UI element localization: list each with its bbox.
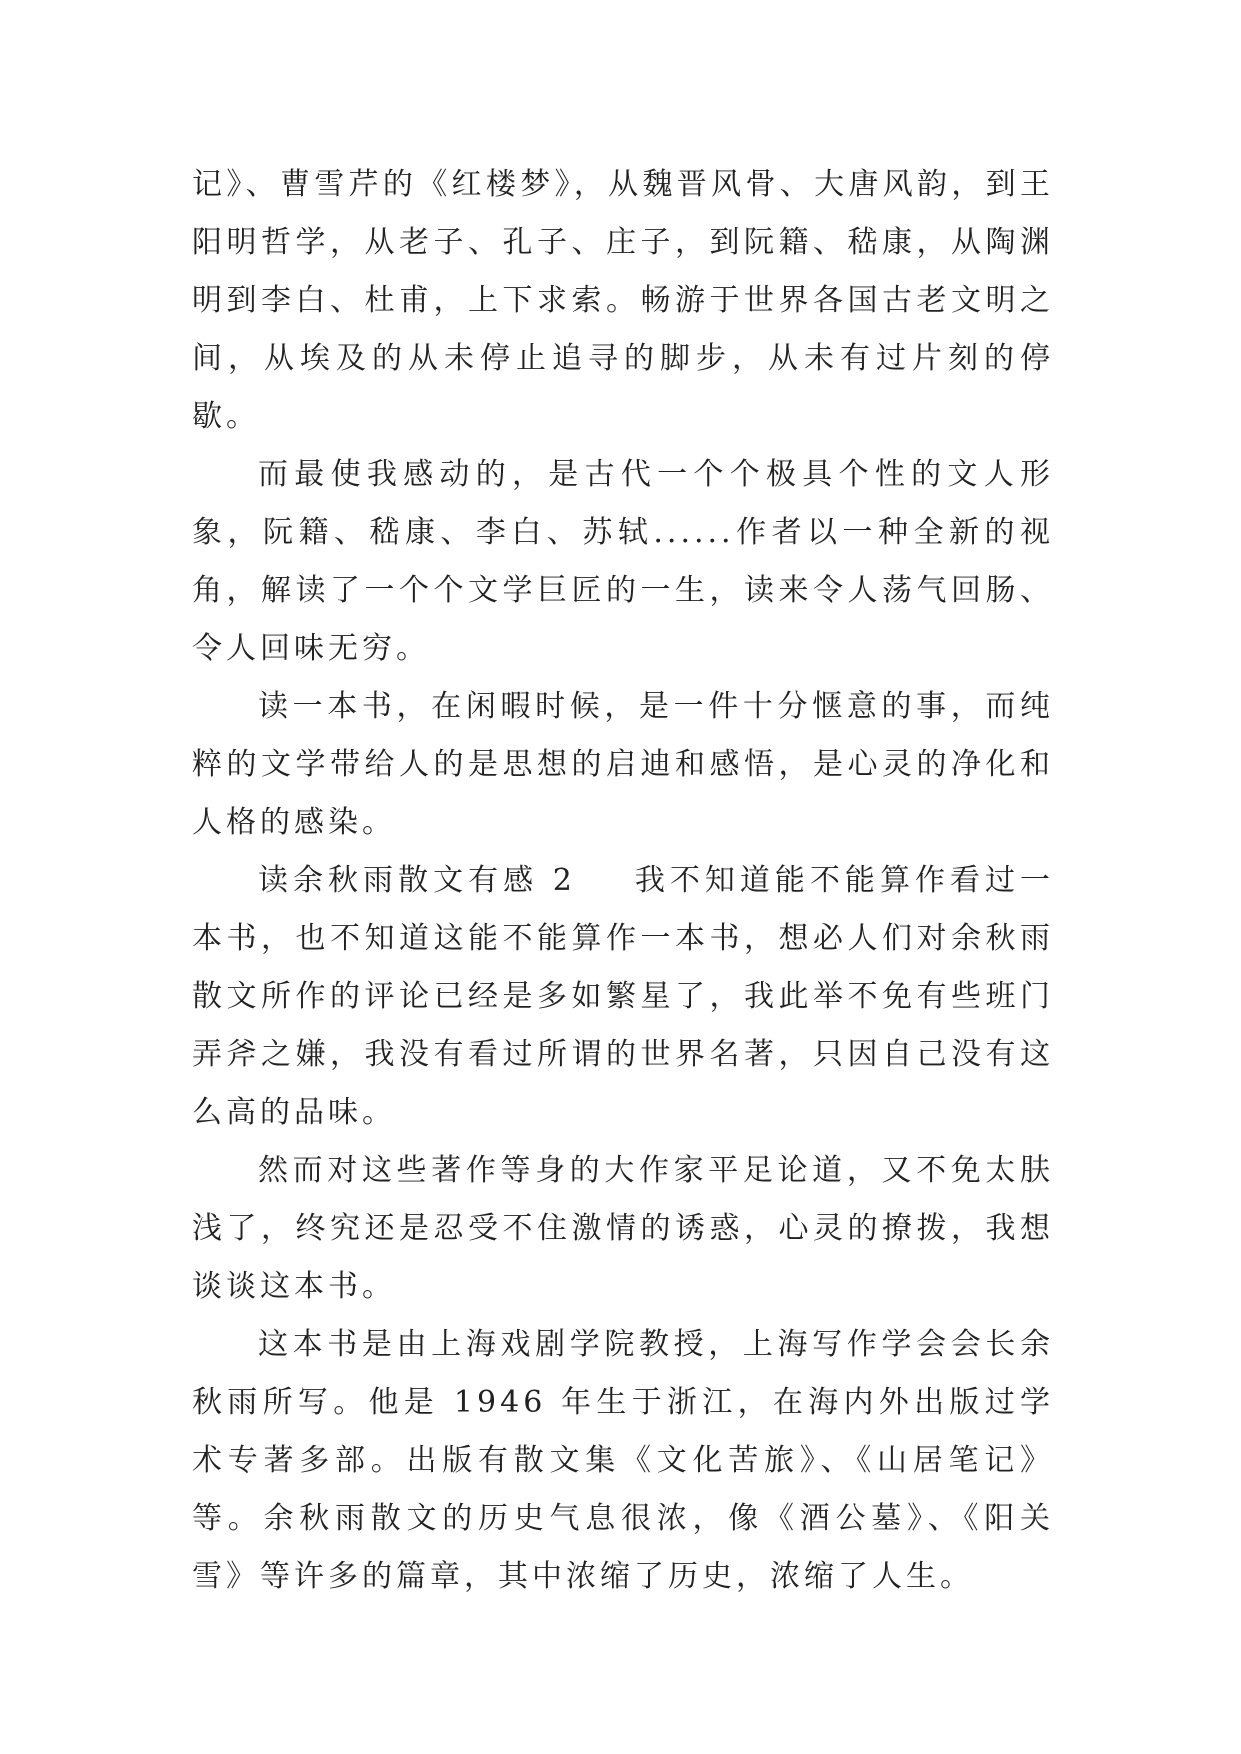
paragraph: 而最使我感动的，是古代一个个极具个性的文人形象，阮籍、嵇康、李白、苏轼......作者以一种全新的视角，解读了一个个文学巨匠的一生，读来令人荡气回肠、令人回味无穷。: [192, 457, 1054, 666]
section-start-paragraph: [192, 852, 1054, 1142]
paragraph: 记》、曹雪芹的《红楼梦》，从魏晋风骨、大唐风韵，到王阳明哲学，从老子、孔子、庄子，到阮籍、嵇康，从陶渊明到李白、杜甫，上下求索。畅游于世界各国古老文明之间，从埃及的从未停止追寻的脚步，从未有过片刻的停歇。: [192, 167, 1054, 434]
paragraph: 这本书是由上海戏剧学院教授，上海写作学会会长余秋雨所写。他是 1946 年生于浙江，在海内外出版过学术专著多部。出版有散文集《文化苦旅》、《山居笔记》等。余秋雨散文的历史气息很浓，像《酒公墓》、《阳关雪》等许多的篇章，其中浓缩了历史，浓缩了人生。: [192, 1327, 1054, 1594]
section-first-paragraph: 我不知道能不能算作看过一本书，也不知道这能不能算作一本书，想必人们对余秋雨散文所作的评论已经是多如繁星了，我此举不免有些班门弄斧之嫌，我没有看过所谓的世界名著，只因自己没有这么高的品味。: [192, 863, 1055, 1130]
paragraph: 读一本书，在闲暇时候，是一件十分惬意的事，而纯粹的文学带给人的是思想的启迪和感悟，是心灵的净化和人格的感染。: [192, 689, 1054, 840]
document-body: [192, 156, 1054, 1606]
section-heading: 读余秋雨散文有感 2: [258, 863, 576, 898]
paragraph: 然而对这些著作等身的大作家平足论道，又不免太肤浅了，终究还是忍受不住激情的诱惑，心灵的撩拨，我想谈谈这本书。: [192, 1153, 1054, 1304]
